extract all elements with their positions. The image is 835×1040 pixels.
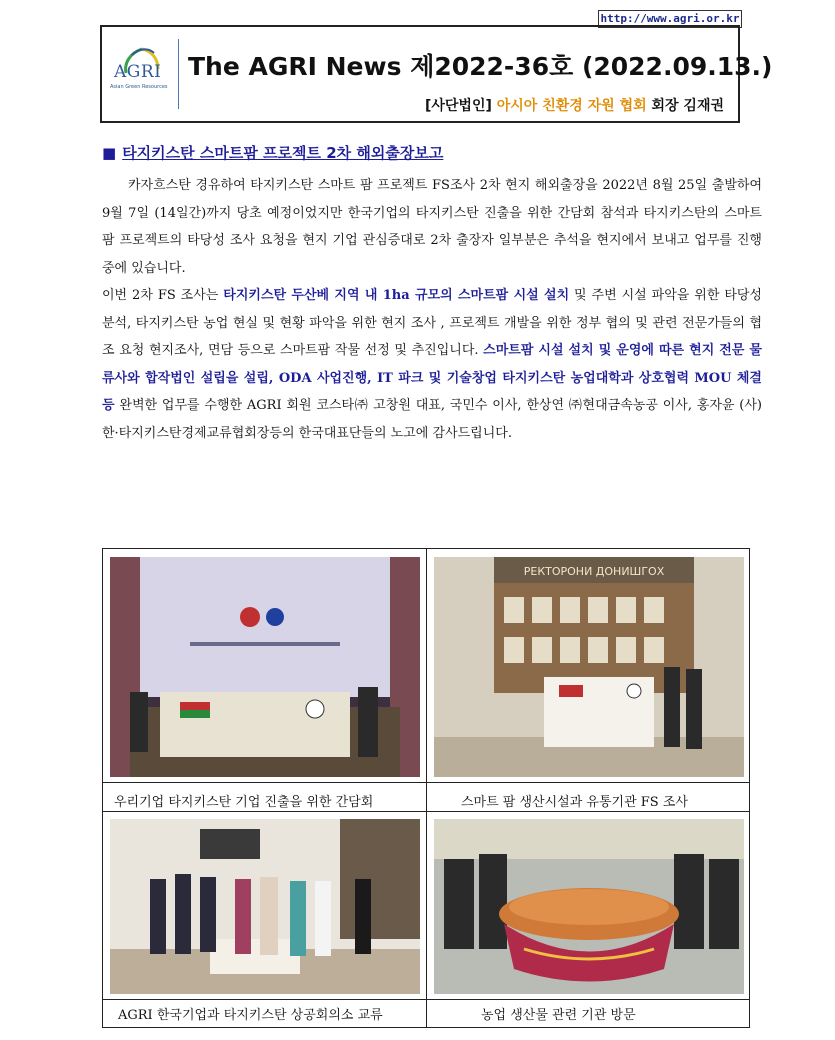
grid-divider	[103, 999, 749, 1000]
grid-divider	[103, 811, 749, 812]
publisher-suffix: 회장 김재권	[651, 98, 724, 114]
photo-sign-text: РЕКТОРОНИ ДОНИШГОХ	[523, 565, 665, 578]
header-divider	[178, 39, 179, 109]
p2-text-a: 이번 2차 FS 조사는	[102, 288, 224, 303]
newsletter-title: The AGRI News 제2022-36호 (2022.09.13.)	[188, 52, 773, 81]
square-bullet-icon: ■	[102, 144, 117, 162]
photo-grid	[102, 548, 750, 1028]
grid-vertical-divider	[426, 549, 427, 1027]
publisher-line	[425, 95, 724, 115]
section-heading	[102, 142, 443, 163]
photo-meeting	[110, 557, 420, 777]
p2-highlight-2: 스마트팜 시설 설치 및 운영에 따른 현지 전문 물류사와 합작법인 설립을 설립, ODA 사업진행, IT 파크 및 기술창업 타지키스탄 농업대학과 상호협력 MOU 체결등	[102, 343, 762, 413]
paragraph-1: 카자흐스탄 경유하여 타지키스탄 스마트 팜 프로젝트 FS조사 2차 현지 해외출장을 2022년 8월 25일 출발하여 9월 7일 (14일간)까지 당초 예정이었지만 한국기업의 타지키스탄 진출을 위한 간담회 참석과 타지키스탄의 스마트 팜 프로젝트의 타당성 조사 요청을 현지 기업 관심증대로 2차 출장자 일부분은 추석을 현지에서 보내고 업무를 진행중에 있습니다.	[102, 178, 762, 276]
p2-text-e: 완벽한 업무를 수행한 AGRI 회원 코스타㈜ 고창원 대표, 국민수 이사, 한상연 ㈜현대금속농공 이사, 홍자윤 (사)한·타지키스탄경제교류협회장등의 한국대표단들의 노고에 감사드립니다.	[102, 398, 762, 441]
publisher-org: 아시아 친환경 자원 협회	[496, 98, 647, 114]
photo-university	[434, 557, 744, 777]
photo-produce	[434, 819, 744, 994]
grid-divider	[103, 782, 749, 783]
caption-2: 스마트 팜 생산시설과 유통기관 FS 조사	[461, 795, 688, 810]
article-body	[102, 172, 762, 447]
section-heading-text: 타지키스탄 스마트팜 프로젝트 2차 해외출장보고	[122, 144, 444, 162]
caption-4: 농업 생산물 관련 기관 방문	[481, 1008, 636, 1023]
logo-subtext: Asian Green Resources	[110, 84, 168, 90]
website-url[interactable]: http://www.agri.or.kr	[598, 10, 742, 28]
photo-chamber	[110, 819, 420, 994]
logo-text: AGRI	[114, 62, 162, 82]
caption-1: 우리기업 타지키스탄 기업 진출을 위한 간담회	[114, 795, 374, 810]
newsletter-header	[100, 25, 773, 123]
p2-text-c: 및 주변 시설 파악을 위한 타당성 분석, 타지키스탄 농업 현실 및 현황 파악을 위한 현지 조사 , 프로젝트 개발을 위한 정부 협의 및 관련 전문가들의 협조 요청 현지조사, 면담 등으로 스마트팜 작물 선정 및 추진입니다.	[102, 288, 762, 358]
p2-highlight-1: 타지키스탄 두산베 지역 내 1ha 규모의 스마트팜 시설 설치	[223, 288, 570, 303]
publisher-prefix: [사단법인]	[424, 98, 492, 114]
paragraph-2	[102, 282, 762, 447]
caption-3: AGRI 한국기업과 타지키스탄 상공회의소 교류	[118, 1008, 383, 1023]
